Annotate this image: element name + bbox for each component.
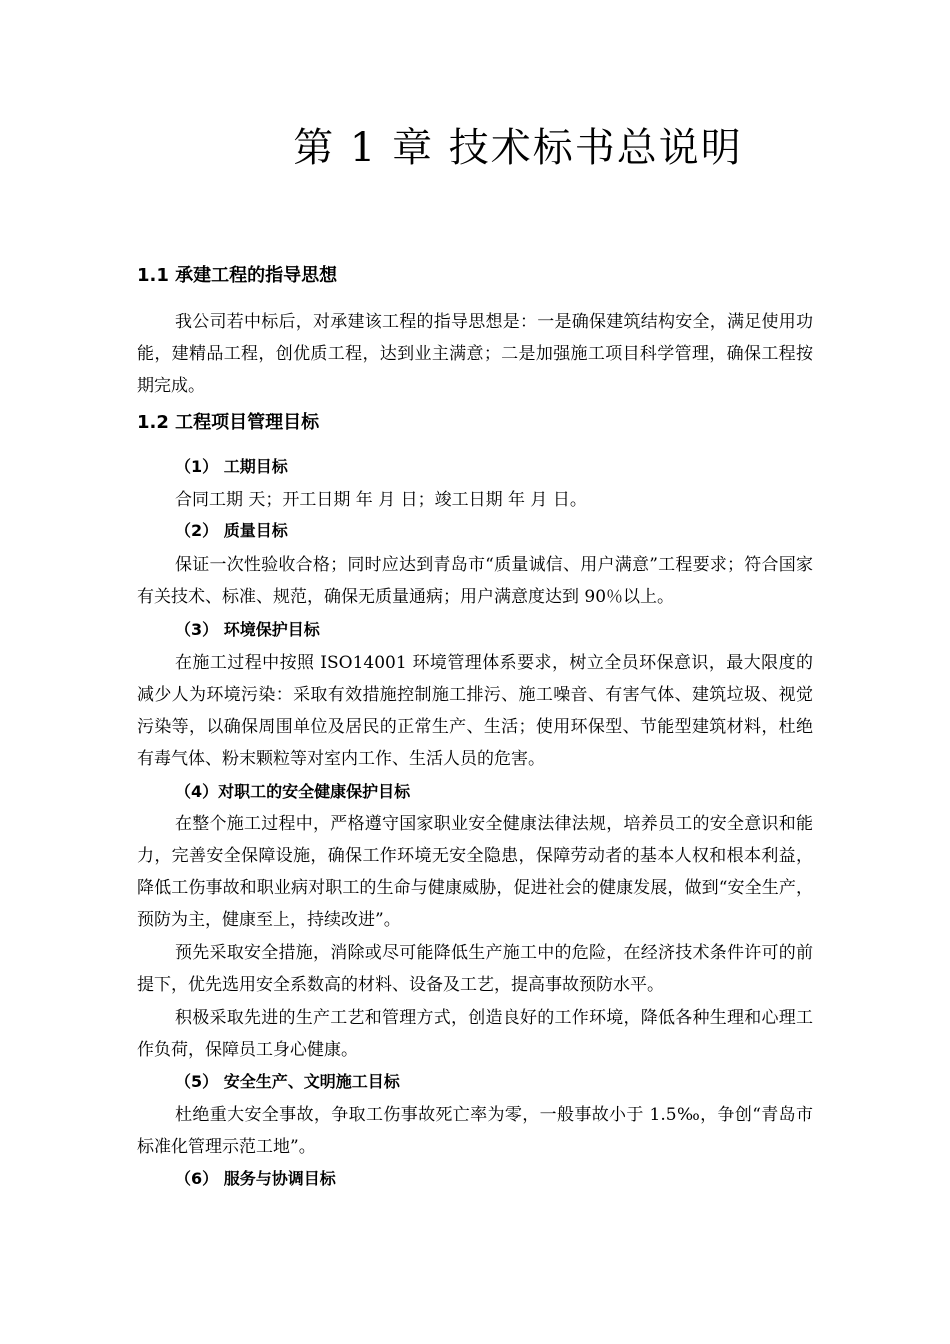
paragraph-guiding-ideology: 我公司若中标后，对承建该工程的指导思想是：一是确保建筑结构安全，满足使用功能，建精品工程，创优质工程，达到业主满意；二是加强施工项目科学管理，确保工程按期完成。 — [137, 312, 813, 396]
paragraph-health-3: 积极采取先进的生产工艺和管理方式，创造良好的工作环境，降低各种生理和心理工作负荷，保障员工身心健康。 — [137, 1008, 813, 1060]
paragraph-quality: 保证一次性验收合格；同时应达到青岛市“质量诚信、用户满意”工程要求；符合国家有关技术、标准、规范，确保无质量通病；用户满意度达到 90％以上。 — [137, 555, 813, 607]
paragraph-safety: 杜绝重大安全事故，争取工伤事故死亡率为零，一般事故小于 1.5‰，争创“青岛市标准化管理示范工地”。 — [137, 1105, 813, 1157]
paragraph-health-2: 预先采取安全措施，消除或尽可能降低生产施工中的危险，在经济技术条件许可的前提下，优先选用安全系数高的材料、设备及工艺，提高事故预防水平。 — [137, 943, 813, 995]
paragraph-schedule: 合同工期 天；开工日期 年 月 日；竣工日期 年 月 日。 — [175, 490, 587, 510]
section-heading-1-1: 1.1 承建工程的指导思想 — [137, 265, 338, 286]
paragraph-environment: 在施工过程中按照 ISO14001 环境管理体系要求，树立全员环保意识，最大限度的减少人为环境污染：采取有效措施控制施工排污、施工噪音、有害气体、建筑垃圾、视觉污染等，以确保周围单位及居民的正常生产、生活；使用环保型、节能型建筑材料，杜绝有毒气体、粉末颗粒等对室内工作、生活人员的危害。 — [137, 653, 813, 769]
subheading-safety-target: （5） 安全生产、文明施工目标 — [175, 1072, 400, 1091]
subheading-health-target: （4）对职工的安全健康保护目标 — [175, 782, 411, 801]
section-heading-1-2: 1.2 工程项目管理目标 — [137, 412, 320, 433]
chapter-title: 第 1 章 技术标书总说明 — [293, 125, 743, 171]
subheading-environment-target: （3） 环境保护目标 — [175, 620, 320, 639]
subheading-quality-target: （2） 质量目标 — [175, 521, 288, 540]
subheading-service-target: （6） 服务与协调目标 — [175, 1169, 336, 1188]
paragraph-health-1: 在整个施工过程中，严格遵守国家职业安全健康法律法规，培养员工的安全意识和能力，完善安全保障设施，确保工作环境无安全隐患，保障劳动者的基本人权和根本利益，降低工伤事故和职业病对职工的生命与健康威胁，促进社会的健康发展，做到“安全生产，预防为主，健康至上，持续改进”。 — [137, 814, 813, 930]
subheading-schedule-target: （1） 工期目标 — [175, 457, 288, 476]
